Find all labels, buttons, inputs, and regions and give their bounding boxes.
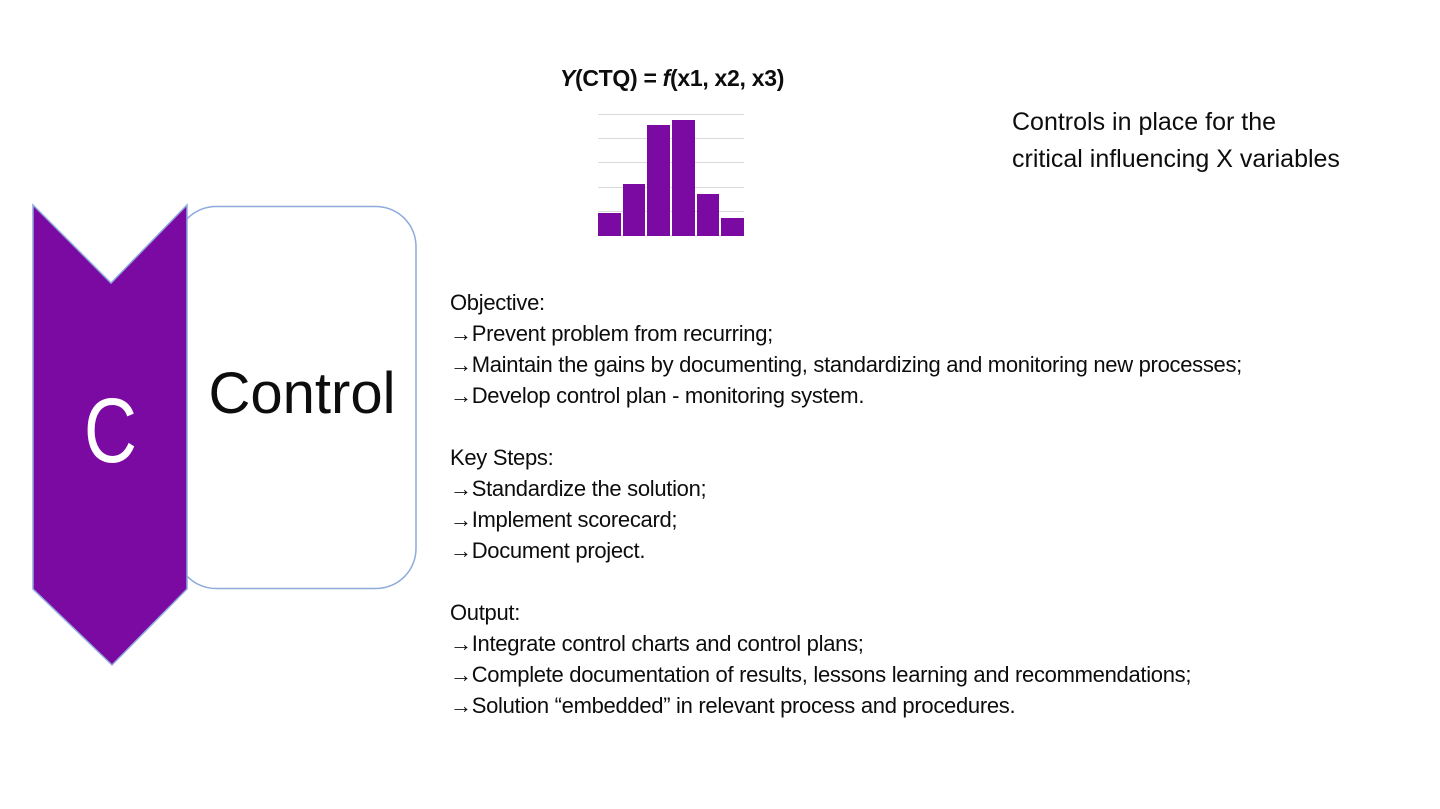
bullet-text: Prevent problem from recurring; bbox=[471, 321, 773, 346]
phase-letter: C bbox=[83, 380, 138, 482]
bullet-text: Maintain the gains by documenting, standardizing and monitoring new processes; bbox=[471, 352, 1242, 377]
phase-name: Control bbox=[208, 361, 396, 426]
formula-y-symbol: Y bbox=[559, 65, 575, 91]
bullet-line bbox=[450, 659, 1242, 690]
histogram-bar bbox=[697, 194, 720, 236]
bullet-text: Document project. bbox=[471, 538, 646, 563]
arrow-icon: → bbox=[450, 662, 472, 687]
bullet-line bbox=[450, 349, 1242, 380]
section-objective bbox=[450, 287, 1242, 411]
section-key-steps bbox=[450, 442, 1242, 566]
histogram-bar bbox=[672, 120, 695, 236]
arrow-icon: → bbox=[450, 538, 472, 563]
bullet-text: Integrate control charts and control plans; bbox=[471, 631, 864, 656]
bullet-line bbox=[450, 504, 1242, 535]
section-output bbox=[450, 597, 1242, 721]
formula-f-symbol: f bbox=[662, 65, 671, 91]
bullet-line bbox=[450, 690, 1242, 721]
arrow-icon: → bbox=[450, 631, 472, 656]
formula bbox=[472, 62, 872, 94]
histogram-bar bbox=[647, 125, 670, 236]
annotation-line: critical influencing X variables bbox=[1012, 145, 1340, 173]
section-title: Key Steps: bbox=[450, 445, 554, 470]
arrow-icon: → bbox=[450, 352, 472, 377]
histogram-bar bbox=[623, 184, 646, 236]
histogram-bar bbox=[598, 213, 621, 236]
arrow-icon: → bbox=[450, 693, 472, 718]
arrow-icon: → bbox=[450, 383, 472, 408]
histogram-bar bbox=[721, 218, 744, 236]
section-title: Objective: bbox=[450, 290, 545, 315]
bullet-line bbox=[450, 628, 1242, 659]
bullet-text: Implement scorecard; bbox=[471, 507, 678, 532]
bullet-line bbox=[450, 318, 1242, 349]
bullet-text: Complete documentation of results, lessons learning and recommendations; bbox=[471, 662, 1192, 687]
formula-mid: (CTQ) = bbox=[574, 65, 663, 91]
annotation-line: Controls in place for the bbox=[1012, 108, 1277, 136]
histogram bbox=[598, 115, 744, 236]
bullet-line bbox=[450, 380, 1242, 411]
sections-block bbox=[450, 287, 1242, 721]
histogram-bars bbox=[598, 115, 744, 236]
bullet-line bbox=[450, 535, 1242, 566]
bullet-text: Develop control plan - monitoring system. bbox=[471, 383, 865, 408]
arrow-icon: → bbox=[450, 507, 472, 532]
formula-args: (x1, x2, x3) bbox=[670, 65, 785, 91]
bullet-text: Solution “embedded” in relevant process and procedures. bbox=[471, 693, 1016, 718]
section-title: Output: bbox=[450, 600, 521, 625]
bullet-line bbox=[450, 473, 1242, 504]
arrow-icon: → bbox=[450, 476, 472, 501]
bullet-text: Standardize the solution; bbox=[471, 476, 707, 501]
arrow-icon: → bbox=[450, 321, 472, 346]
annotation bbox=[1012, 104, 1412, 178]
